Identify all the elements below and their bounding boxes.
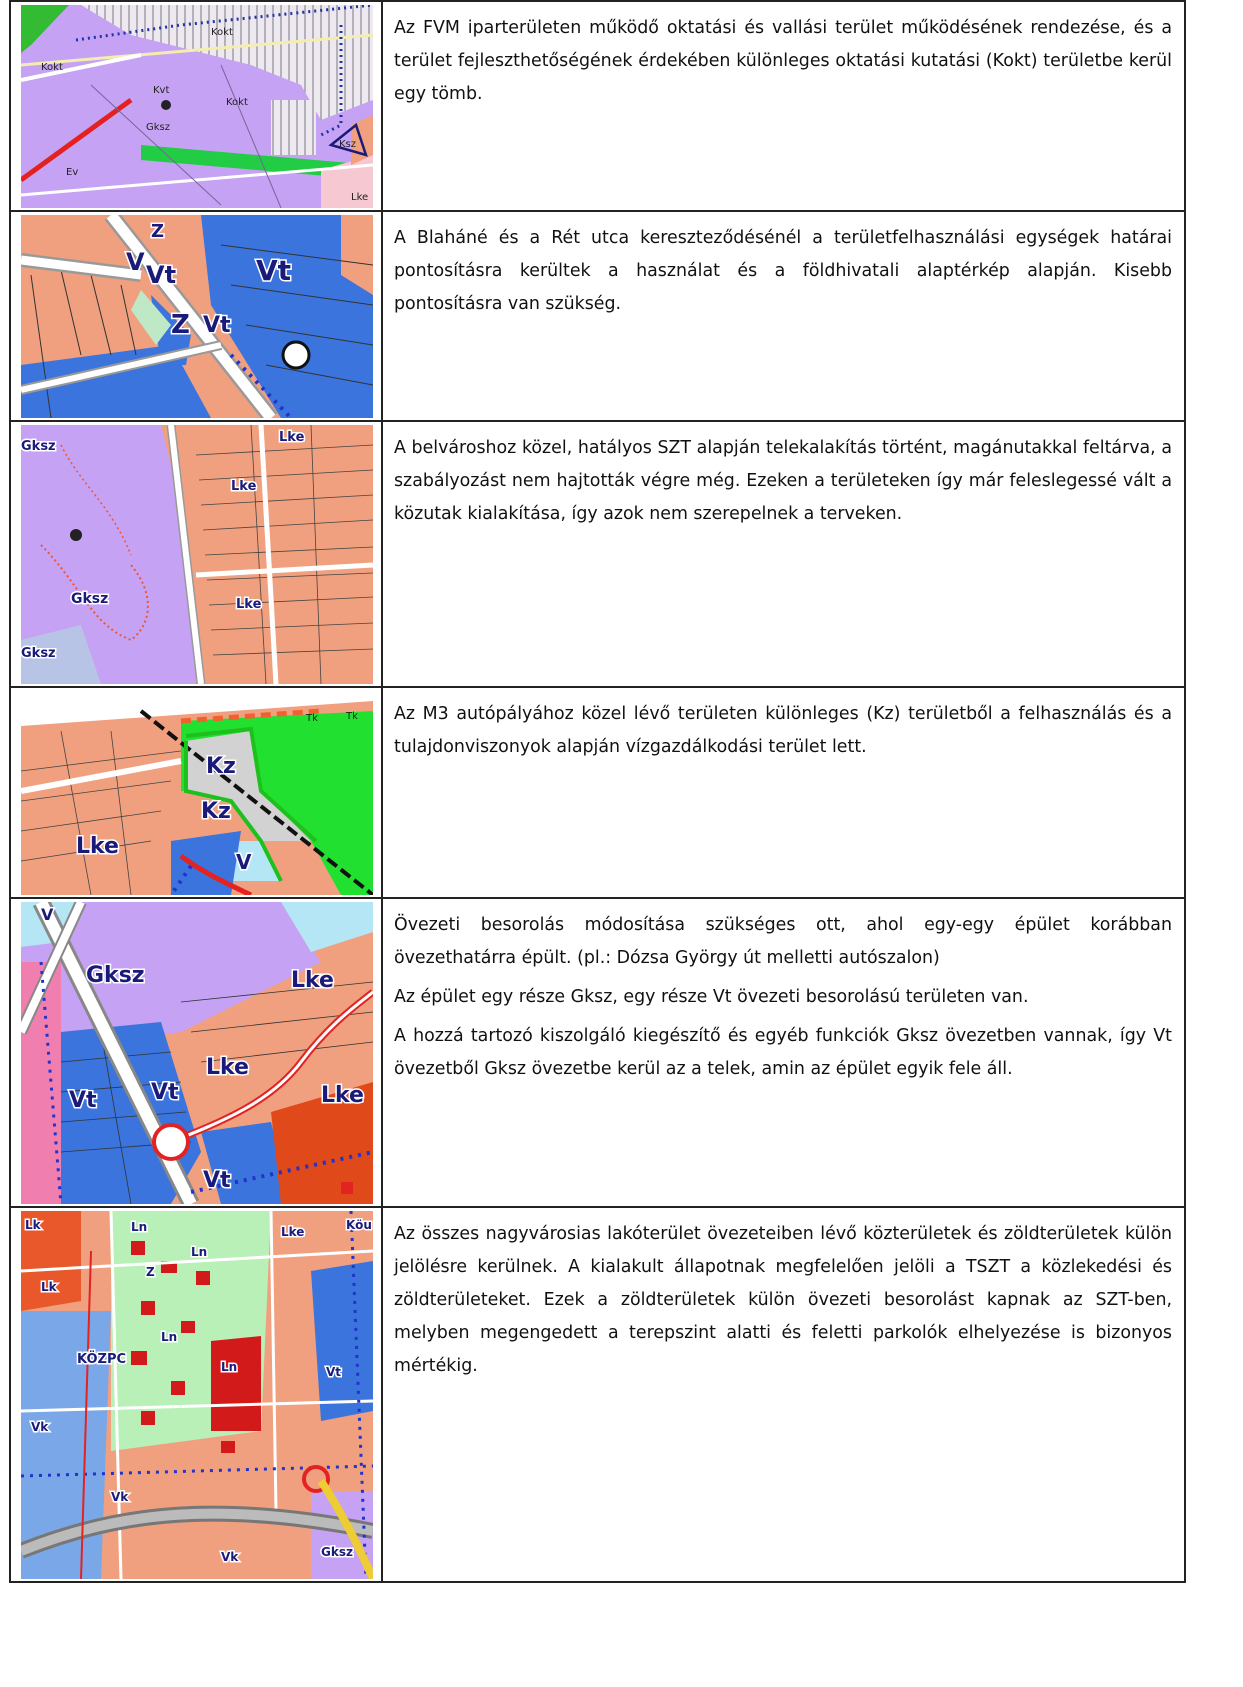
table-row xyxy=(10,687,1185,898)
label-vk-c: Vk xyxy=(221,1550,239,1564)
label-ln-a: Ln xyxy=(131,1220,148,1234)
map-image xyxy=(21,902,373,1204)
map-image xyxy=(21,425,373,684)
label-vk-b: Vk xyxy=(111,1490,129,1504)
label-z: Z xyxy=(146,1265,155,1279)
label-lke: Lke xyxy=(281,1225,305,1239)
label-lke: Lke xyxy=(351,192,369,203)
paragraph: Az összes nagyvárosias lakóterület övezeteiben lévő közterületek és zöldterületek külön jelölésre kerülnek. A kialakult állapotnak megfelelően jelöli a TSZT a közlekedési és zöldterületeket. Ezek a zöldterületek külön övezeti besorolást kapnak az SZT-ben, melyben megengedett a terepszint alatti és feletti parkolók elhelyezése is bizonyos mértékig. xyxy=(394,1224,1172,1376)
label-v: V xyxy=(126,248,145,276)
paragraph: Az FVM iparterületen működő oktatási és vallási terület működésének rendezése, és a terület fejleszthetőségének érdekében különleges oktatási kutatási (Kokt) területbe kerül egy tömb. xyxy=(394,18,1172,104)
label-gksz: Gksz xyxy=(321,1545,353,1559)
label-kz-a: Kz xyxy=(206,754,236,779)
label-v: V xyxy=(236,850,252,874)
paragraph: A Blaháné és a Rét utca kereszteződésénél a területfelhasználási egységek határai pontosításra kerültek a használat és a földhivatali alaptérkép alapján. Kisebb pontosításra van szükség. xyxy=(394,228,1172,314)
label-ln-c: Ln xyxy=(161,1330,178,1344)
paragraph: Az épület egy része Gksz, egy része Vt övezeti besorolású területen van. xyxy=(394,987,1029,1007)
label-vk-a: Vk xyxy=(31,1420,49,1434)
paragraph: A belvároshoz közel, hatályos SZT alapján telekalakítás történt, magánutakkal feltárva, a szabályozást nem hajtották végre még. Ezeken a területeken így már feleslegessé vált a közutak kialakítása, így azok nem szerepelnek a terveken. xyxy=(394,438,1172,524)
label-lke-a: Lke xyxy=(279,430,305,445)
label-z-a: Z xyxy=(171,310,190,340)
label-vt-b: Vt xyxy=(69,1088,97,1113)
label-vt-c: Vt xyxy=(203,313,231,338)
label-ln-b: Ln xyxy=(191,1245,208,1259)
label-lke-b: Lke xyxy=(206,1055,249,1080)
label-vt-a: Vt xyxy=(151,1080,179,1105)
label-lke-a: Lke xyxy=(291,968,334,993)
description-cell xyxy=(382,211,1185,421)
label-lke: Lke xyxy=(76,834,119,859)
description-cell xyxy=(382,687,1185,898)
label-gksz-b: Gksz xyxy=(71,591,109,607)
description-cell xyxy=(382,1,1185,211)
label-ln-d: Ln xyxy=(221,1360,238,1374)
map-cell xyxy=(10,421,382,687)
description-cell xyxy=(382,421,1185,687)
label-lke-c: Lke xyxy=(236,597,262,612)
label-z-b: Z xyxy=(151,221,165,242)
map-cell xyxy=(10,898,382,1207)
description-cell xyxy=(382,898,1185,1207)
label-ksz: Ksz xyxy=(339,139,357,150)
map-image xyxy=(21,691,373,895)
label-kokt-a: Kokt xyxy=(211,27,233,38)
map-cell xyxy=(10,1207,382,1582)
label-gksz: Gksz xyxy=(86,963,145,988)
label-lk-b: Lk xyxy=(41,1280,57,1294)
label-lk-a: Lk xyxy=(25,1218,41,1232)
label-tk-a: Tk xyxy=(306,713,318,724)
label-kozpc: KÖZPC xyxy=(77,1352,127,1367)
map-cell xyxy=(10,211,382,421)
table-row xyxy=(10,1207,1185,1582)
map-cell xyxy=(10,687,382,898)
label-vt-c: Vt xyxy=(203,1168,231,1193)
map-image xyxy=(21,215,373,418)
table-row xyxy=(10,898,1185,1207)
paragraph: A hozzá tartozó kiszolgáló kiegészítő és egyéb funkciók Gksz övezetben vannak, így Vt övezetből Gksz övezetbe kerül az a telek, amin az épület egyik fele áll. xyxy=(394,1026,1172,1079)
label-kz-b: Kz xyxy=(201,799,231,824)
label-vt-a: Vt xyxy=(146,261,177,289)
label-kokt-c: Kokt xyxy=(226,97,248,108)
label-lke-b: Lke xyxy=(231,479,257,494)
label-vt-b: Vt xyxy=(256,254,292,287)
label-tk-b: Tk xyxy=(346,711,358,722)
table-row xyxy=(10,421,1185,687)
label-kou: Köu xyxy=(346,1218,372,1232)
table-row xyxy=(10,211,1185,421)
description-cell xyxy=(382,1207,1185,1582)
label-v: V xyxy=(41,905,54,924)
label-lke-c: Lke xyxy=(321,1083,364,1108)
label-gksz-a: Gksz xyxy=(21,439,56,454)
document-table xyxy=(9,0,1186,1583)
label-kvt: Kvt xyxy=(153,85,170,96)
map-cell xyxy=(10,1,382,211)
map-image xyxy=(21,5,373,208)
label-vt: Vt xyxy=(326,1365,342,1379)
label-gksz-c: Gksz xyxy=(21,646,56,661)
label-ev: Ev xyxy=(66,167,79,178)
map-image xyxy=(21,1211,373,1579)
paragraph: Az M3 autópályához közel lévő területen különleges (Kz) területből a felhasználás és a tulajdonviszonyok alapján vízgazdálkodási terület lett. xyxy=(394,704,1172,757)
label-gksz: Gksz xyxy=(146,122,170,133)
table-row xyxy=(10,1,1185,211)
paragraph: Övezeti besorolás módosítása szükséges ott, ahol egy-egy épület korábban övezethatárra épült. (pl.: Dózsa György út melletti autószalon) xyxy=(394,915,1172,968)
label-kokt-b: Kokt xyxy=(41,62,63,73)
